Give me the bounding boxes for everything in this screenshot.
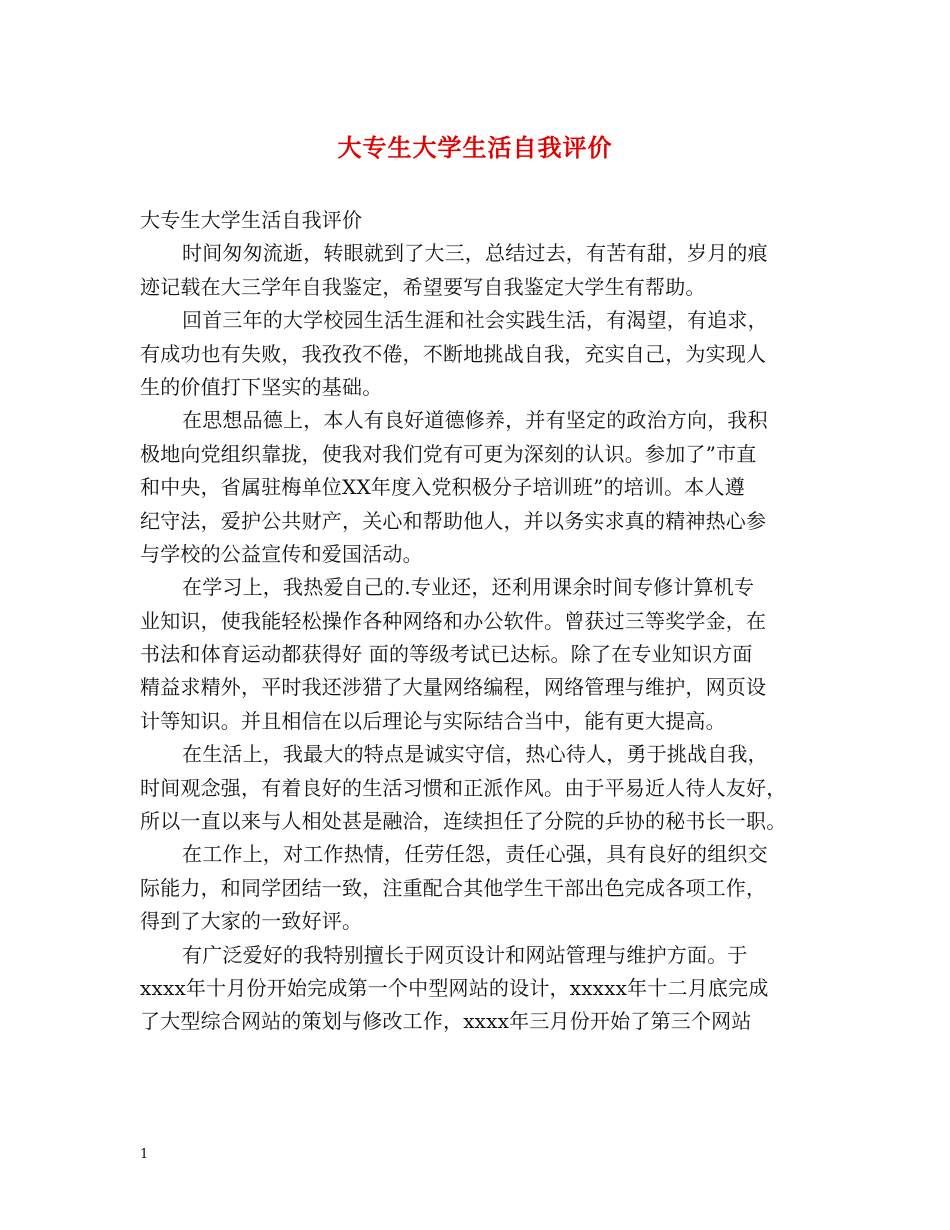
text-line: 有成功也有失败，我孜孜不倦，不断地挑战自我，充实自己，为实现人 bbox=[140, 341, 767, 366]
text-line: 时间匆匆流逝，转眼就到了大三，总结过去，有苦有甜，岁月的痕 bbox=[182, 241, 768, 266]
text-line: 有广泛爱好的我特别擅长于网页设计和网站管理与维护方面。于 bbox=[182, 942, 748, 967]
document-title: 大专生大学生活自我评价 bbox=[337, 133, 613, 162]
text-line: xxxx年十月份开始完成第一个中型网站的设计，xxxxx年十二月底完成 bbox=[140, 975, 769, 1000]
text-line: 和中央，省属驻梅单位XX年度入党积极分子培训班”的培训。本人遵 bbox=[140, 475, 745, 500]
text-line: 在工作上，对工作热情，任劳任怨，责任心强，具有良好的组织交 bbox=[182, 842, 768, 867]
text-line: 与学校的公益宣传和爱国活动。 bbox=[140, 541, 423, 566]
text-line: 极地向党组织靠拢，使我对我们党有可更为深刻的认识。参加了”市直 bbox=[140, 441, 757, 466]
text-line: 业知识，使我能轻松操作各种网络和办公软件。曾获过三等奖学金，在 bbox=[140, 608, 767, 633]
text-line: 计等知识。并且相信在以后理论与实际结合当中，能有更大提高。 bbox=[140, 708, 726, 733]
text-line: 在思想品德上，本人有良好道德修养，并有坚定的政治方向，我积 bbox=[182, 408, 768, 433]
text-line: 所以一直以来与人相处甚是融洽，连续担任了分院的乒协的秘书长一职。 bbox=[140, 809, 787, 834]
text-line: 了大型综合网站的策划与修改工作，xxxx年三月份开始了第三个网站 bbox=[140, 1009, 752, 1034]
text-line: 精益求精外，平时我还涉猎了大量网络编程，网络管理与维护，网页设 bbox=[140, 675, 767, 700]
text-line: 生的价值打下坚实的基础。 bbox=[140, 374, 383, 399]
text-line: 在生活上，我最大的特点是诚实守信，热心待人，勇于挑战自我， bbox=[182, 742, 768, 767]
text-line: 大专生大学生活自我评价 bbox=[140, 208, 363, 232]
text-line: 纪守法，爱护公共财产，关心和帮助他人，并以务实求真的精神热心参 bbox=[140, 508, 767, 533]
text-line: 时间观念强，有着良好的生活习惯和正派作风。由于平易近人待人友好， bbox=[140, 775, 787, 800]
text-line: 书法和体育运动都获得好 面的等级考试已达标。除了在专业知识方面 bbox=[140, 642, 753, 667]
text-line: 回首三年的大学校园生活生涯和社会实践生活，有渴望，有追求， bbox=[182, 308, 768, 333]
page-number: 1 bbox=[140, 1147, 149, 1162]
document-body bbox=[140, 204, 816, 1039]
text-line: 在学习上，我热爱自己的.专业还，还利用课余时间专修计算机专 bbox=[182, 575, 755, 600]
text-line: 际能力，和同学团结一致，注重配合其他学生干部出色完成各项工作， bbox=[140, 875, 767, 900]
text-line: 迹记载在大三学年自我鉴定，希望要写自我鉴定大学生有帮助。 bbox=[140, 274, 706, 299]
text-line: 得到了大家的一致好评。 bbox=[140, 909, 363, 934]
